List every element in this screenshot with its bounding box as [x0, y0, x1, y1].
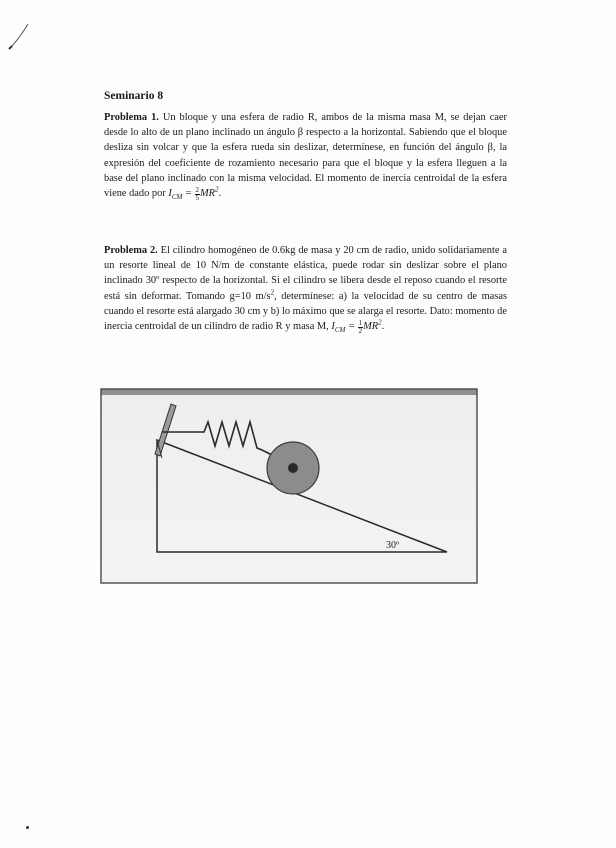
- problem-1-label: Problema 1.: [104, 112, 159, 123]
- angle-label: 30º: [386, 540, 400, 551]
- formula-exponent: 2: [215, 185, 219, 194]
- problem-2: [104, 243, 507, 335]
- sphere-inertia-formula: [168, 185, 219, 203]
- gravity-exponent: 2: [270, 288, 275, 297]
- fraction-denominator: 5: [195, 194, 200, 203]
- formula-symbol: I: [168, 188, 172, 200]
- problem-1: [104, 110, 507, 202]
- seminar-title: Seminario 8: [104, 90, 164, 102]
- fraction-numerator: 2: [195, 186, 200, 195]
- problem-2-text-a: El cilindro homogéneo de 0.6kg de masa y 20 cm de radio, unido solidariamente a un resorte lineal de 10 N/m de constante elástica, puede rodar sin deslizar sobre el plano inclinado 30º respecto de la horizontal. Si el cilindro se libera desde el reposo cuando el resorte está sin deformar. Tomando g=10 m/s: [104, 245, 507, 302]
- formula-symbol: I: [331, 321, 335, 333]
- formula-rhs: MR: [363, 321, 379, 333]
- page-dot: [26, 826, 29, 829]
- formula-equals: =: [182, 188, 195, 200]
- cylinder-inertia-formula: [331, 318, 382, 336]
- period: .: [381, 321, 385, 333]
- cylinder-axle: [288, 463, 298, 473]
- formula-equals: =: [345, 321, 358, 333]
- inclined-plane-figure: [100, 388, 478, 584]
- problem-2-text-b: , determínese: a) la velocidad de su centro de masas cuando el resorte está alargado 30 cm y b) lo máximo que se alarga el resorte. Dato: momento de inercia centroidal de un cilindro de radio R y masa M,: [104, 290, 507, 333]
- formula-subscript: CM: [171, 193, 183, 202]
- period: .: [218, 188, 222, 200]
- formula-subscript: CM: [334, 326, 346, 335]
- problem-1-text: Un bloque y una esfera de radio R, ambos de la misma masa M, se dejan caer desde lo alto de un plano inclinado un ángulo β respecto a la horizontal. Sabiendo que el bloque desliza sin volcar y que la esfera rueda sin deslizar, determínese, en función del ángulo β, la expresión del coeficiente de rozamiento necesario para que el bloque y la esfera lleguen a la base del plano inclinado con la misma velocidad. El momento de inercia centroidal de la esfera viene dado por: [104, 112, 507, 200]
- problem-2-label: Problema 2.: [104, 245, 158, 256]
- formula-rhs: MR: [200, 188, 216, 200]
- formula-exponent: 2: [378, 318, 382, 327]
- fraction-numerator: 1: [358, 319, 363, 328]
- fraction-denominator: 2: [358, 327, 363, 336]
- pen-mark: [6, 16, 46, 56]
